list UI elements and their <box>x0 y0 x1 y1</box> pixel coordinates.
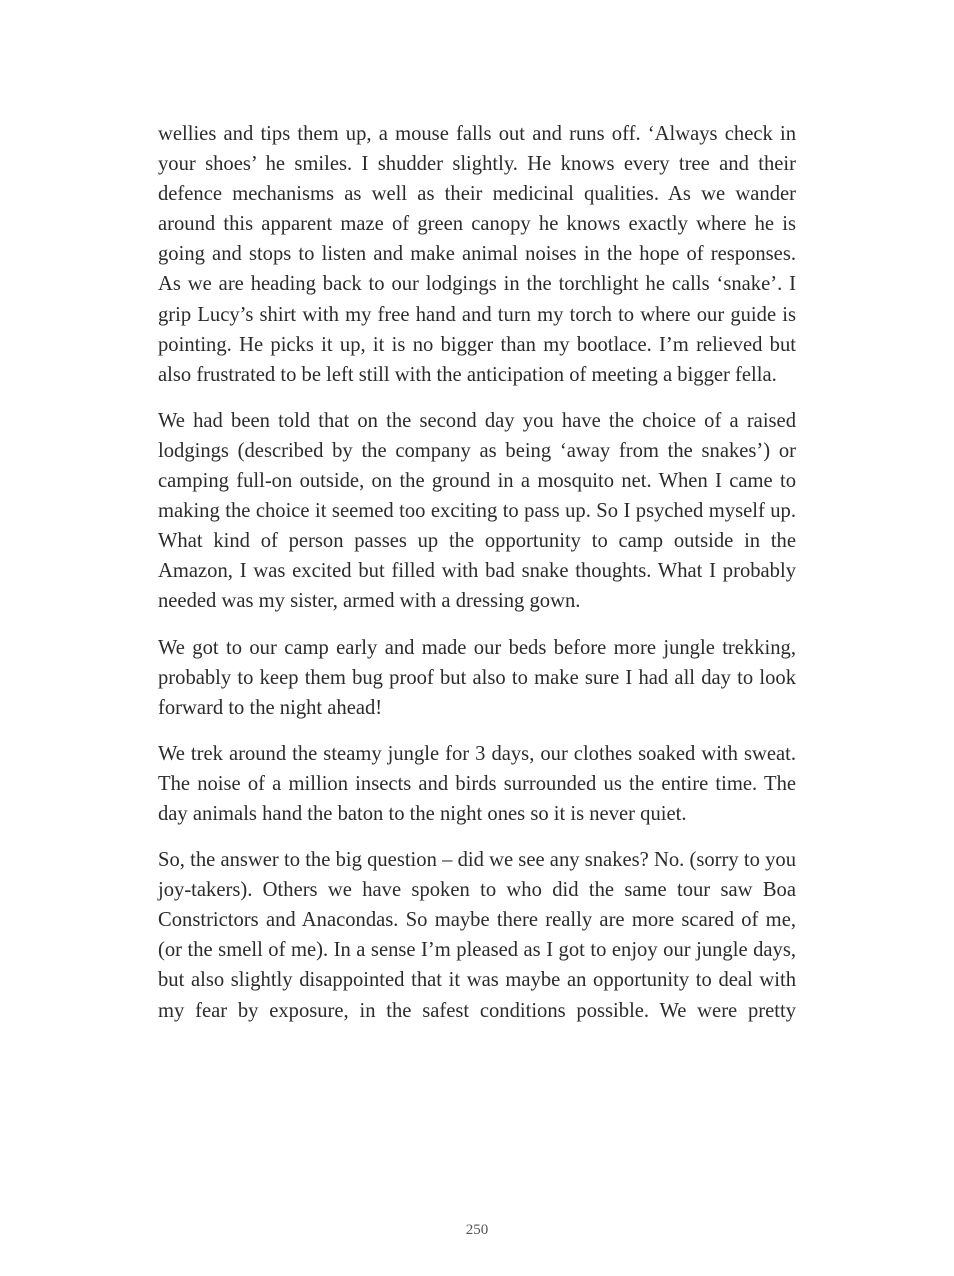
body-text <box>158 119 796 1042</box>
page-number: 250 <box>465 1222 489 1238</box>
paragraph-2: We had been told that on the second day you have the choice of a raised lodgings (described by the company as being ‘away from the snakes’) or camping full-on outside, on the ground in a mosquito net. When I came to making the choice it seemed too exciting to pass up. So I psyched myself up. What kind of person passes up the opportunity to camp outside in the Amazon, I was excited but filled with bad snake thoughts. What I probably needed was my sister, armed with a dressing gown. <box>158 409 796 613</box>
paragraph-3: We got to our camp early and made our beds before more jungle trekking, probably to keep them bug proof but also to make sure I had all day to look forward to the night ahead! <box>158 636 796 719</box>
paragraph-1: wellies and tips them up, a mouse falls out and runs off. ‘Always check in your shoes’ he smiles. I shudder slightly. He knows every tree and their defence mechanisms as well as their medicinal qualities. As we wander around this apparent maze of green canopy he knows exactly where he is going and stops to listen and make animal noises in the hope of responses. As we are heading back to our lodgings in the torchlight he calls ‘snake’. I grip Lucy’s shirt with my free hand and turn my torch to where our guide is pointing. He picks it up, it is no bigger than my bootlace. I’m relieved but also frustrated to be left still with the anticipation of meeting a bigger fella. <box>158 123 796 386</box>
paragraph-5: So, the answer to the big question – did we see any snakes? No. (sorry to you joy-takers). Others we have spoken to who did the same tour saw Boa Constrictors and Anacondas. So maybe there really are more scared of me, (or the smell of me). In a sense I’m pleased as I got to enjoy our jungle days, but also slightly disappointed that it was maybe an opportunity to deal with my fear by exposure, in the safest conditions possible. We were pretty <box>158 849 796 1022</box>
paragraph-4: We trek around the steamy jungle for 3 days, our clothes soaked with sweat. The noise of a million insects and birds surrounded us the entire time. The day animals hand the baton to the night ones so it is never quiet. <box>158 742 796 825</box>
